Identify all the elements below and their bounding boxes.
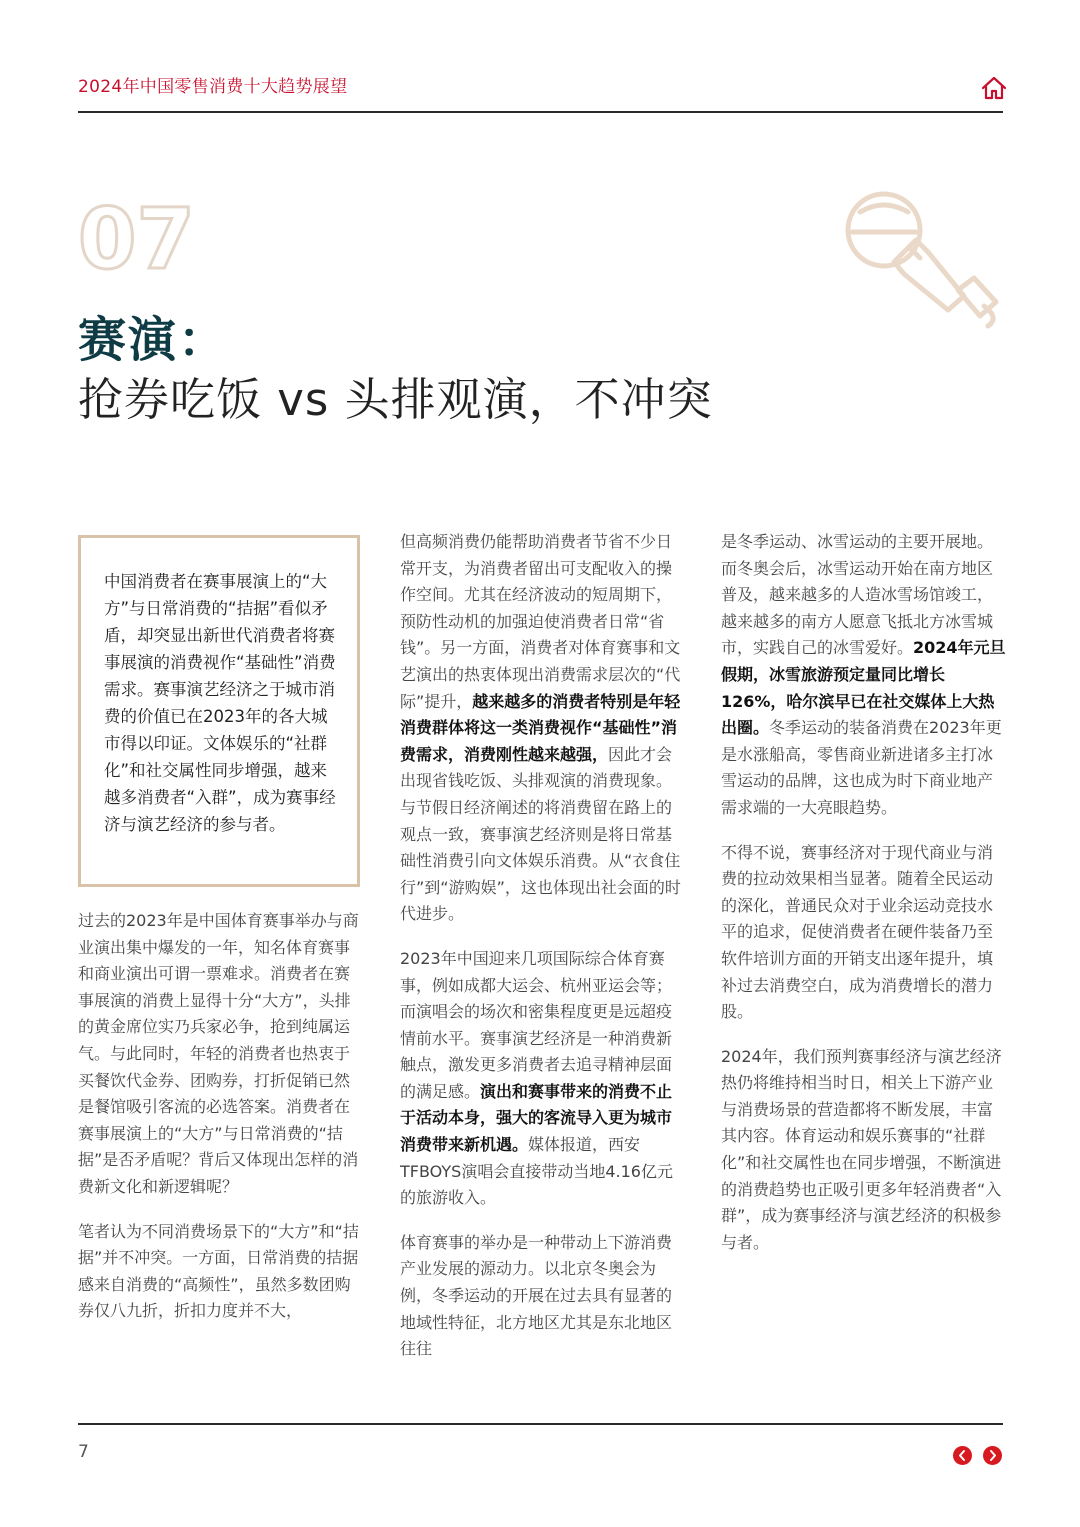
highlight-box	[78, 535, 360, 887]
previous-page-button[interactable]	[953, 1446, 972, 1465]
chevron-left-icon	[953, 1446, 972, 1465]
paragraph-emphasis: 2024年元旦假期，冰雪旅游预定量同比增长126%，哈尔滨早已在社交媒体上大热出圈。	[721, 638, 1006, 738]
chapter-subtitle: 抢券吃饭 vs 头排观演，不冲突	[78, 373, 713, 426]
report-title: 2024年中国零售消费十大趋势展望	[78, 77, 348, 97]
chapter-number-text: 07	[78, 192, 195, 278]
paragraph	[400, 946, 685, 1212]
paragraph: 过去的2023年是中国体育赛事举办与商业演出集中爆发的一年，知名体育赛事和商业演出可谓一票难求。消费者在赛事展演的消费上显得十分“大方”，头排的黄金席位实乃兵家必争，抢到纯属运气。与此同时，年轻的消费者也热衷于买餐饮代金券、团购券，打折促销已然是餐馆吸引客流的必选答案。消费者在赛事展演上的“大方”与日常消费的“拮据”是否矛盾呢？背后又体现出怎样的消费新文化和新逻辑呢？	[78, 911, 359, 1196]
header-divider	[78, 111, 1003, 113]
chevron-right-icon	[983, 1446, 1002, 1465]
paragraph-emphasis: 越来越多的消费者特别是年轻消费群体将这一类消费视作“基础性”消费需求，消费刚性越来越强，	[400, 691, 681, 764]
home-icon[interactable]	[981, 76, 1007, 100]
paragraph: 体育赛事的举办是一种带动上下游消费产业发展的源动力。以北京冬奥会为例，冬季运动的开展在过去具有显著的地域性特征，北方地区尤其是东北地区往往	[400, 1232, 673, 1359]
microphone-icon	[838, 186, 1006, 332]
paragraph: 2024年，我们预判赛事经济与演艺经济热仍将维持相当时日，相关上下游产业与消费场景的营造都将不断发展，丰富其内容。体育运动和娱乐赛事的“社群化”和社交属性也在同步增强，不断演进的消费趋势也正吸引更多年轻消费者“入群”，成为赛事经济与演艺经济的积极参与者。	[721, 1046, 1002, 1252]
paragraph-text: 2023年中国迎来几项国际综合体育赛事，例如成都大运会、杭州亚运会等；而演唱会的场次和密集程度更是远超疫情前水平。赛事演艺经济是一种消费新触点，激发更多消费者去追寻精神层面的满足感。	[400, 948, 673, 1101]
paragraph-text: 因此才会出现省钱吃饭、头排观演的消费现象。与节假日经济阐述的将消费留在路上的观点一致，赛事演艺经济则是将日常基础性消费引向文体娱乐消费。从“衣食住行”到“游购娱”，这也体现出社会面的时代进步。	[400, 744, 681, 924]
paragraph-text: 冬季运动的装备消费在2023年更是水涨船高，零售商业新进诸多主打冰雪运动的品牌，这也成为时下商业地产需求端的一大亮眼趋势。	[721, 718, 1002, 817]
chapter-number	[78, 192, 278, 278]
paragraph-text: 媒体报道，西安TFBOYS演唱会直接带动当地4.16亿元的旅游收入。	[400, 1135, 673, 1208]
chapter-title: 赛演：	[78, 312, 229, 368]
paragraph	[400, 529, 685, 928]
footer-divider	[78, 1423, 1003, 1425]
next-page-button[interactable]	[983, 1446, 1002, 1465]
paragraph-text: 但高频消费仍能帮助消费者节省不少日常开支，为消费者留出可支配收入的操作空间。尤其在经济波动的短周期下，预防性动机的加强迫使消费者日常“省钱”。另一方面，消费者对体育赛事和文艺演出的热衷体现出消费需求层次的“代际”提升，	[400, 532, 681, 711]
page-number: 7	[78, 1442, 89, 1462]
text-column-3	[721, 529, 1006, 1274]
paragraph: 笔者认为不同消费场景下的“大方”和“拮据”并不冲突。一方面，日常消费的拮据感来自消费的“高频性”，虽然多数团购券仅八九折，折扣力度并不大，	[78, 1221, 359, 1321]
highlight-text: 中国消费者在赛事展演上的“大方”与日常消费的“拮据”看似矛盾，却突显出新世代消费者将赛事展演的消费视作“基础性”消费需求。赛事演艺经济之于城市消费的价值已在2023年的各大城市得以印证。文体娱乐的“社群化”和社交属性同步增强，越来越多消费者“入群”，成为赛事经济与演艺经济的参与者。	[104, 572, 336, 834]
paragraph-text: 是冬季运动、冰雪运动的主要开展地。而冬奥会后，冰雪运动开始在南方地区普及，越来越多的人造冰雪场馆竣工，越来越多的南方人愿意飞抵北方冰雪城市，实践自己的冰雪爱好。	[721, 532, 994, 658]
text-column-1	[78, 908, 363, 1343]
paragraph	[721, 529, 1006, 822]
text-column-2	[400, 529, 685, 1381]
paragraph: 不得不说，赛事经济对于现代商业与消费的拉动效果相当显著。随着全民运动的深化，普通民众对于业余运动竞技水平的追求，促使消费者在硬件装备乃至软件培训方面的开销支出逐年提升，填补过去消费空白，成为消费增长的潜力股。	[721, 842, 994, 1022]
paragraph-emphasis: 演出和赛事带来的消费不止于活动本身，强大的客流导入更为城市消费带来新机遇。	[400, 1081, 673, 1155]
